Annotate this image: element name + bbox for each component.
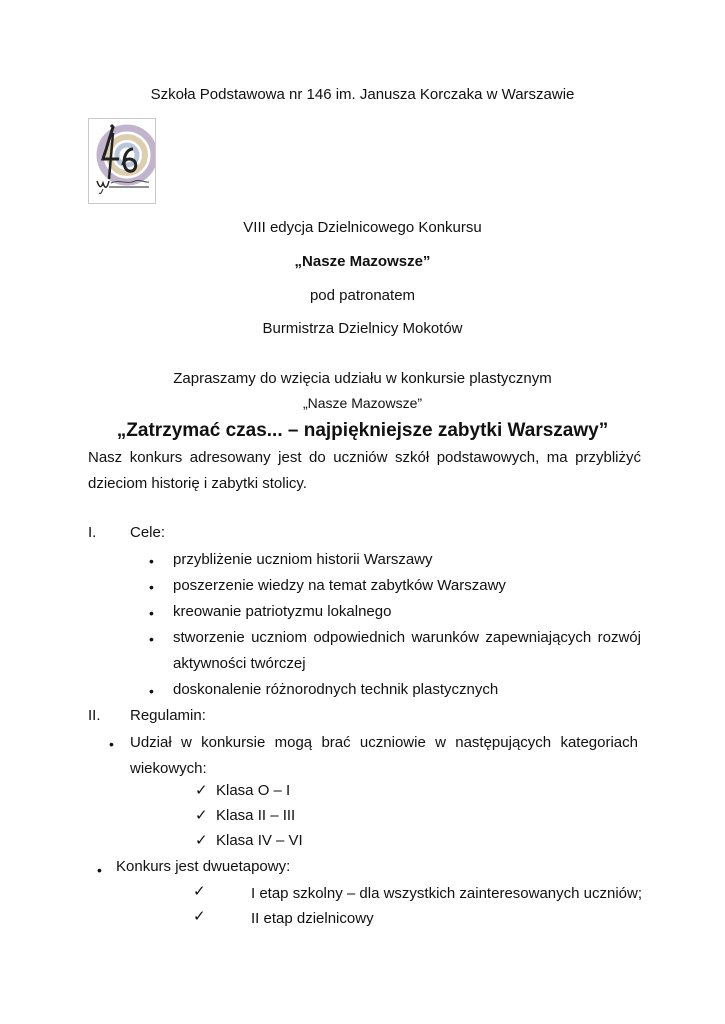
section1-title: Cele: [130,524,166,541]
section1-number: I. [88,524,97,541]
category-item: Klasa IV – VI [216,832,303,849]
subname-line: „Nasze Mazowsze” [302,395,423,411]
theme-title: „Zatrzymać czas... – najpiękniejsze zabytki Warszawy” [116,420,609,441]
check-icon: ✓ [195,782,208,799]
bullet-icon: • [109,736,114,752]
rule-stages: Konkurs jest dwuetapowy: [116,858,291,875]
section2-number: II. [88,707,101,724]
edition-line: VIII edycja Dzielnicowego Konkursu [243,219,482,236]
bullet-icon: • [149,605,154,621]
description-paragraph: Nasz konkurs adresowany jest do uczniów szkół podstawowych, ma przybliżyć dzieciom historię i zabytki stolicy. [88,449,641,492]
bullet-icon: • [149,683,154,699]
check-icon: ✓ [195,807,208,824]
school-header: Szkoła Podstawowa nr 146 im. Janusza Korczaka w Warszawie [150,86,575,103]
stage-item: II etap dzielnicowy [251,910,374,927]
goal-item: przybliżenie uczniom historii Warszawy [173,551,433,568]
contest-name: „Nasze Mazowsze” [294,253,431,270]
section2-title: Regulamin: [130,707,206,724]
bullet-icon: • [149,553,154,569]
bullet-icon: • [149,631,154,647]
logo-graphic [89,119,155,203]
stage-item: I etap szkolny – dla wszystkich zainteresowanych uczniów; [251,885,643,902]
rule-participants: Udział w konkursie mogą brać uczniowie w następujących kategoriach wiekowych: [130,734,638,777]
check-icon: ✓ [193,883,206,900]
check-icon: ✓ [195,832,208,849]
bullet-icon: • [97,862,102,878]
bullet-icon: • [149,579,154,595]
goal-item: kreowanie patriotyzmu lokalnego [173,603,392,620]
school-logo [88,118,156,204]
patron-line: Burmistrza Dzielnicy Mokotów [262,320,463,337]
invite-line: Zapraszamy do wzięcia udziału w konkursie plastycznym [173,370,552,387]
patronage-line: pod patronatem [309,287,416,304]
goal-item: doskonalenie różnorodnych technik plastycznych [173,681,499,698]
check-icon: ✓ [193,908,206,925]
category-item: Klasa O – I [216,782,291,799]
goal-item: stworzenie uczniom odpowiednich warunków zapewniających rozwój aktywności twórczej [173,629,641,672]
category-item: Klasa II – III [216,807,296,824]
goal-item: poszerzenie wiedzy na temat zabytków Warszawy [173,577,506,594]
